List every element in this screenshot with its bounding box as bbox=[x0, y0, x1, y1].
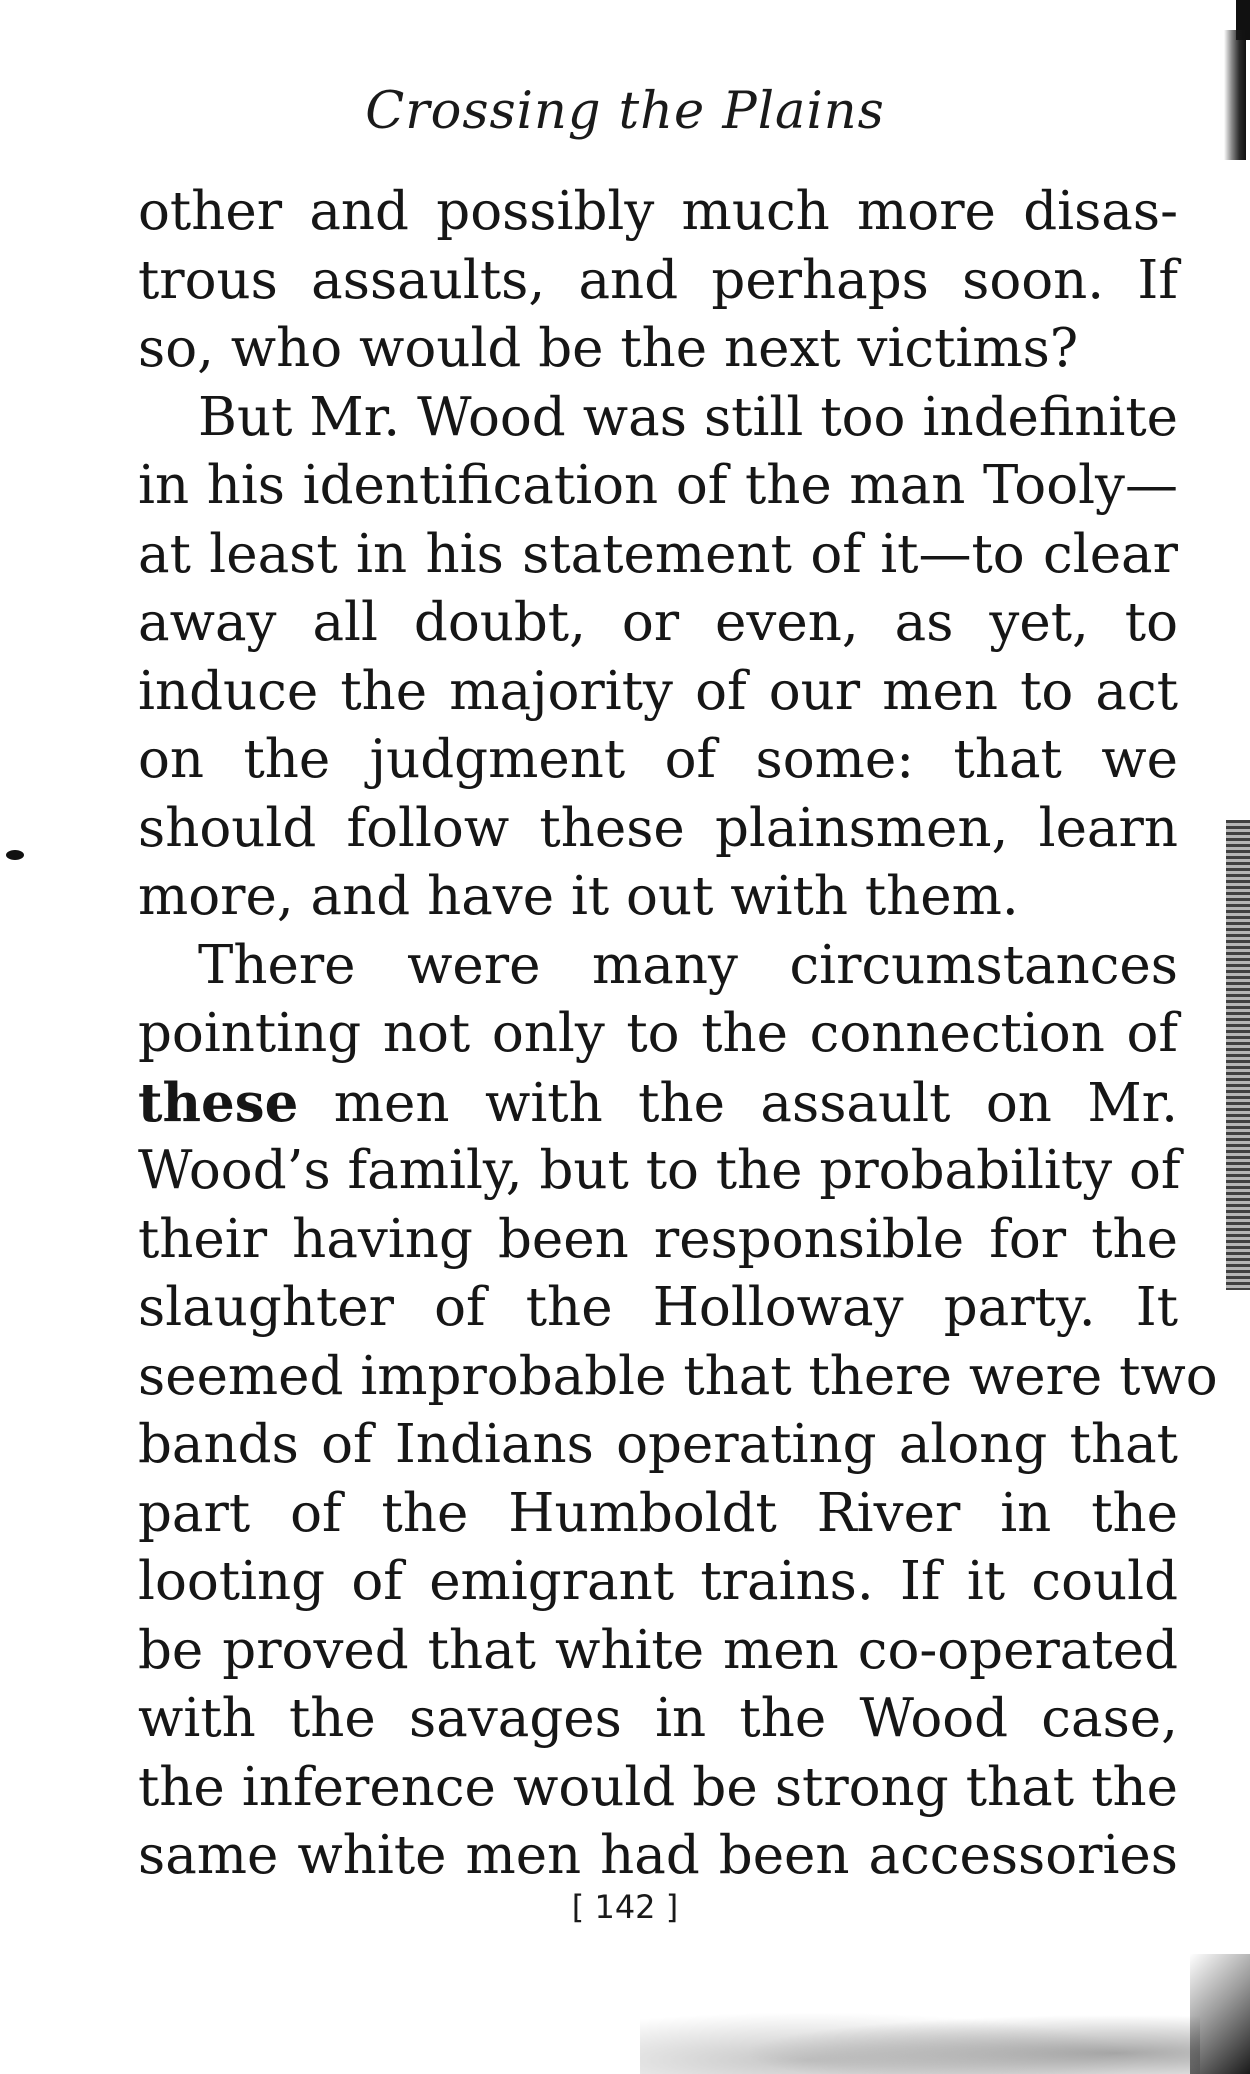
text-line: on the judgment of some: that we bbox=[138, 729, 1178, 790]
text-line: But Mr. Wood was still too indefinite bbox=[198, 386, 1178, 448]
text-line: other and possibly much more disas- bbox=[138, 181, 1178, 242]
emphasized-word: these bbox=[138, 1071, 299, 1134]
text-line: should follow these plainsmen, learn bbox=[138, 797, 1178, 859]
text-line: same white men had been accessories bbox=[138, 1825, 1178, 1886]
text-line: more, and have it out with them. bbox=[138, 866, 1019, 927]
text-line: be proved that white men co-operated bbox=[138, 1619, 1178, 1681]
text-line: in his identification of the man Tooly— bbox=[138, 455, 1178, 516]
text-line: at least in his statement of it—to clear bbox=[138, 523, 1178, 585]
text-line: away all doubt, or even, as yet, to bbox=[138, 592, 1178, 653]
text-line: Wood’s family, but to the probability of bbox=[138, 1140, 1181, 1201]
text-line: their having been responsible for the bbox=[138, 1208, 1178, 1270]
text-line-rest: men with the assault on Mr. bbox=[298, 1072, 1178, 1134]
text-line: with the savages in the Wood case, bbox=[138, 1688, 1178, 1749]
running-head: Crossing the Plains bbox=[365, 82, 885, 141]
text-line: pointing not only to the connection of bbox=[138, 1003, 1178, 1064]
text-line: slaughter of the Holloway party. It bbox=[138, 1277, 1178, 1338]
scan-edge-shadow bbox=[1226, 820, 1250, 1290]
text-line: looting of emigrant trains. If it could bbox=[138, 1551, 1178, 1612]
text-line: so, who would be the next victims? bbox=[138, 318, 1079, 379]
text-line: trous assaults, and perhaps soon. If bbox=[138, 249, 1178, 311]
page-number: [ 142 ] bbox=[571, 1888, 679, 1926]
text-line bbox=[138, 1069, 1178, 1138]
text-line: induce the majority of our men to act bbox=[138, 660, 1178, 722]
text-line: bands of Indians operating along that bbox=[138, 1414, 1178, 1475]
body-text bbox=[138, 178, 1218, 1891]
text-line: the inference would be strong that the bbox=[138, 1756, 1178, 1818]
scan-speck bbox=[6, 850, 24, 860]
text-line: There were many circumstances bbox=[198, 934, 1178, 996]
scan-noise bbox=[640, 2004, 1200, 2074]
text-line: seemed improbable that there were two bbox=[138, 1345, 1218, 1407]
text-line: part of the Humboldt River in the bbox=[138, 1482, 1178, 1544]
